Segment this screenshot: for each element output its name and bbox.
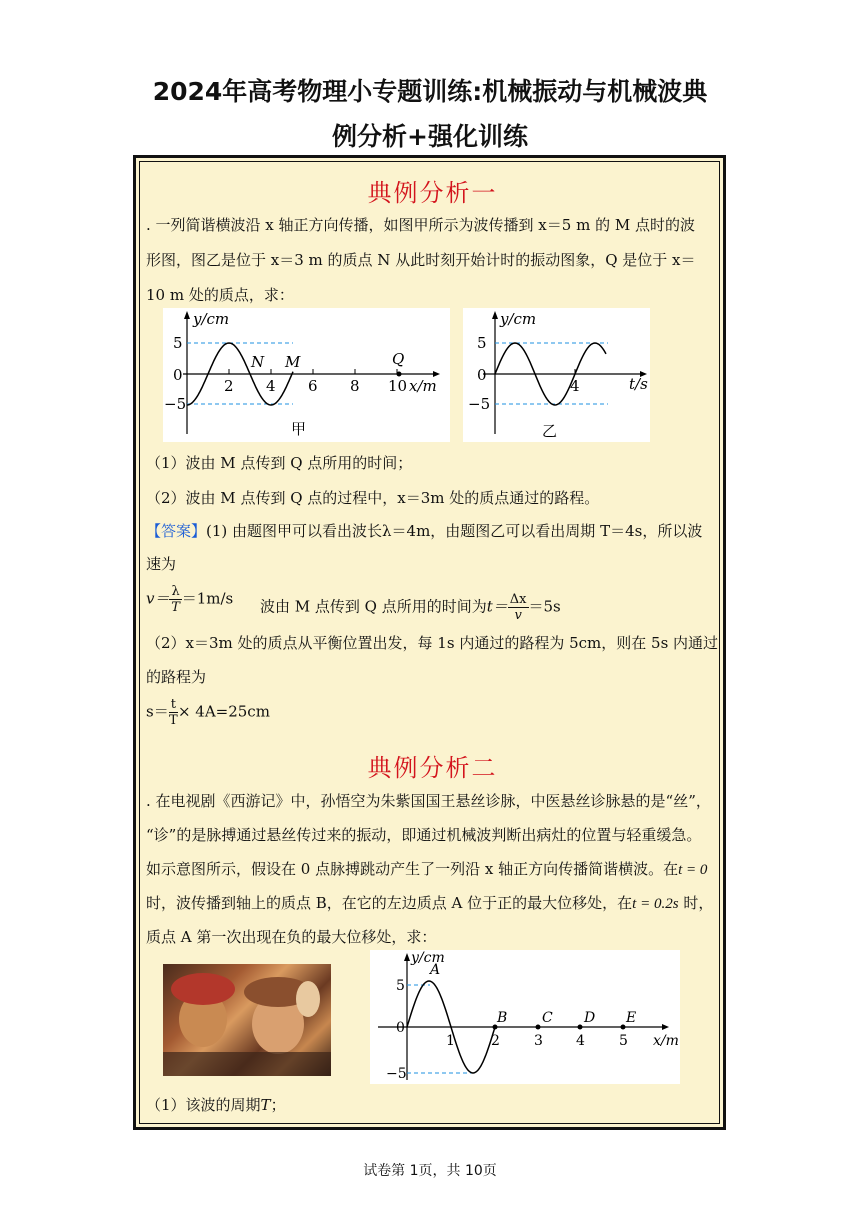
figure-jia [163, 308, 450, 442]
figC-point-C: C [542, 1010, 553, 1026]
figA-ytick-neg5: −5 [164, 395, 187, 413]
figA-xtick-10: 10 [388, 377, 408, 395]
figC-point-D: D [584, 1010, 596, 1026]
s1-question-line1: . 一列简谐横波沿 x 轴正方向传播，如图甲所示为波传播到 x＝5 m 的 M 点时的波 [146, 216, 695, 234]
figC-ytick-neg5: −5 [386, 1066, 407, 1082]
s2-sub-question-1: （1）该波的周期T； [146, 1096, 286, 1114]
figA-xtick-8: 8 [350, 377, 360, 395]
figB-y-label: y/cm [500, 310, 537, 328]
figC-xtick-3: 3 [534, 1033, 543, 1049]
s1-time-formula: 波由 M 点传到 Q 点所用的时间为t＝ $\frac{\Delta x}{v}$ ＝5s [260, 592, 561, 623]
figA-caption: 甲 [291, 420, 307, 438]
s1-speed-formula: v＝ $\frac{\lambda}{T}$ ＝1m/s [146, 584, 234, 615]
figC-xtick-4: 4 [576, 1033, 585, 1049]
figure-yi [463, 308, 650, 442]
figA-xtick-4: 4 [266, 377, 276, 395]
figA-x-label: x/m [409, 377, 437, 395]
figC-point-E: E [626, 1010, 637, 1026]
figA-ytick-0: 0 [173, 366, 183, 384]
figB-xtick-4: 4 [570, 377, 580, 395]
figB-ytick-0: 0 [477, 366, 487, 384]
figA-point-Q: Q [392, 350, 405, 368]
figB-caption: 乙 [542, 422, 558, 440]
s1-answer-line2: 速为 [146, 555, 177, 573]
s2-question-line5: 质点 A 第一次出现在负的最大位移处，求： [146, 928, 437, 946]
figC-point-A: A [430, 962, 441, 978]
document-title-line1: 2024年高考物理小专题训练:机械振动与机械波典 [152, 77, 708, 106]
figA-xtick-2: 2 [224, 377, 234, 395]
figC-xtick-2: 2 [491, 1033, 500, 1049]
s1-answer-line3: （2）x＝3m 处的质点从平衡位置出发，每 1s 内通过的路程为 5cm，则在 5s 内通过 [146, 634, 719, 652]
document-title-line2: 例分析+强化训练 [332, 122, 528, 151]
figC-xtick-5: 5 [619, 1033, 628, 1049]
figB-x-label: t/s [629, 375, 648, 393]
s1-question-line2: 形图，图乙是位于 x＝3 m 的质点 N 从此时刻开始计时的振动图象，Q 是位于 x＝ [146, 251, 696, 269]
figC-point-B: B [497, 1010, 508, 1026]
s1-sub-question-2: （2）波由 M 点传到 Q 点的过程中，x＝3m 处的质点通过的路程。 [146, 489, 600, 507]
figC-y-label: y/cm [411, 950, 445, 966]
figC-x-label: x/m [653, 1033, 679, 1049]
s2-question-line3: 如示意图所示，假设在 0 点脉搏跳动产生了一列沿 x 轴正方向传播简谐横波。在t = 0 [146, 860, 708, 878]
section2-heading: 典例分析二 [367, 754, 498, 782]
figC-ytick-5: 5 [396, 978, 405, 994]
s1-path-formula: s＝ $\frac{t}{T}$ × 4A=25cm [146, 697, 270, 728]
s1-question-line3: 10 m 处的质点，求： [146, 286, 294, 304]
figure-wave-abcde [370, 950, 680, 1084]
s2-question-line2: “诊”的是脉搏通过悬丝传过来的振动，即通过机械波判断出病灶的位置与轻重缓急。 [146, 826, 702, 844]
section1-heading: 典例分析一 [367, 179, 498, 207]
tv-drama-photo [163, 964, 331, 1076]
figA-xtick-6: 6 [308, 377, 318, 395]
s2-question-line1: . 在电视剧《西游记》中，孙悟空为朱紫国国王悬丝诊脉，中医悬丝诊脉悬的是“丝”， [146, 792, 711, 810]
page-footer: 试卷第 1页，共 10页 [363, 1163, 497, 1179]
figA-point-M: M [285, 353, 301, 371]
answer-tag: 【答案】 [146, 522, 207, 540]
s1-answer-line1: 【答案】(1) 由题图甲可以看出波长λ＝4m，由题图乙可以看出周期 T＝4s，所以波 [146, 522, 703, 540]
figA-ytick-5: 5 [173, 334, 183, 352]
figC-ytick-0: 0 [396, 1020, 405, 1036]
figB-ytick-5: 5 [477, 334, 487, 352]
s2-question-line4: 时，波传播到轴上的质点 B，在它的左边质点 A 位于正的最大位移处，在t = 0.2s 时， [146, 894, 714, 912]
s1-sub-question-1: （1）波由 M 点传到 Q 点所用的时间； [146, 454, 413, 472]
s1-answer-line4: 的路程为 [146, 668, 207, 686]
figB-ytick-neg5: −5 [468, 395, 491, 413]
figA-y-label: y/cm [193, 310, 230, 328]
figC-xtick-1: 1 [446, 1033, 455, 1049]
figA-point-N: N [251, 353, 265, 371]
